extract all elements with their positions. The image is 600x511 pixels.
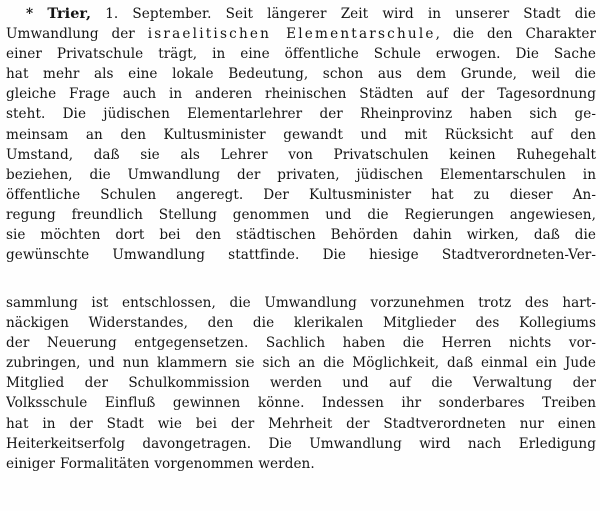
article-line-20: hat in der Stadt wie bei der Mehrheit der Stadtverordneten nur einen	[6, 415, 596, 432]
article-line-10: öffentliche Schulen angeregt. Der Kultusminister hat zu dieser An-	[6, 186, 596, 203]
spaced-school-name: israelitischen Elementarschule	[147, 26, 436, 43]
article-line-3: einer Privatschule trägt, in eine öffentliche Schule erwogen. Die Sache	[6, 46, 596, 63]
article-line-21: Heiterkeitserfolg davongetragen. Die Umwandlung wird nach Erledigung	[6, 435, 596, 452]
article-line-16: der Neuerung entgegensetzen. Sachlich haben die Herren nichts vor-	[6, 335, 596, 352]
article-line-22: einiger Formalitäten vorgenommen werden.	[6, 455, 315, 472]
article-line-14: sammlung ist entschlossen, die Umwandlung vorzunehmen trotz des hart-	[6, 295, 596, 311]
dateline-place: Trier,	[47, 5, 92, 22]
article-paragraph-part2	[6, 293, 596, 474]
article-line-9: beziehen, die Umwandlung der privaten, jüdischen Elementarschulen in	[6, 166, 596, 183]
article-line-4: hat mehr als eine lokale Bedeutung, schon aus dem Grunde, weil die	[6, 66, 596, 83]
article-paragraph-part1	[6, 4, 596, 265]
article-line-7: meinsam an den Kultusminister gewandt und mit Rücksicht auf den	[6, 126, 596, 143]
article-line-8: Umstand, daß sie als Lehrer von Privatschulen keinen Ruhegehalt	[6, 146, 596, 163]
article-line-19: Volksschule Einfluß gewinnen könne. Indessen ihr sonderbares Treiben	[6, 395, 596, 412]
article-line-1-text: Seit längerer Zeit wird in unserer Stadt die	[225, 6, 596, 22]
article-line-15: näckigen Widerstandes, den die klerikalen Mitglieder des Kollegiums	[6, 315, 596, 332]
article-line-5: gleiche Frage auch in anderen rheinischen Städten auf der Tagesordnung	[6, 86, 596, 103]
article-line-12: sie möchten dort bei den städtischen Behörden dahin wirken, daß die	[6, 227, 596, 244]
article-line-2	[6, 24, 596, 44]
article-line-6: steht. Die jüdischen Elementarlehrer der Rheinprovinz haben sich ge-	[6, 106, 596, 123]
dateline-date: 1. September.	[105, 6, 212, 22]
article-line-13: gewünschte Umwandlung stattfinde. Die hiesige Stadtverordneten-Ver-	[6, 247, 596, 264]
article-line-11: regung freundlich Stellung genommen und die Regierungen angewiesen,	[6, 206, 596, 223]
article-line-2-end: , die den Charakter	[435, 26, 596, 43]
article-line-17: zubringen, und nun klammern sie sich an die Möglichkeit, daß einmal ein Jude	[6, 355, 596, 372]
column-break	[0, 286, 600, 288]
article-line-1	[6, 4, 596, 24]
article-line-18: Mitglied der Schulkommission werden und auf die Verwaltung der	[6, 375, 596, 392]
article-marker: *	[26, 6, 34, 22]
article-line-2-start: Umwandlung der	[6, 26, 135, 43]
